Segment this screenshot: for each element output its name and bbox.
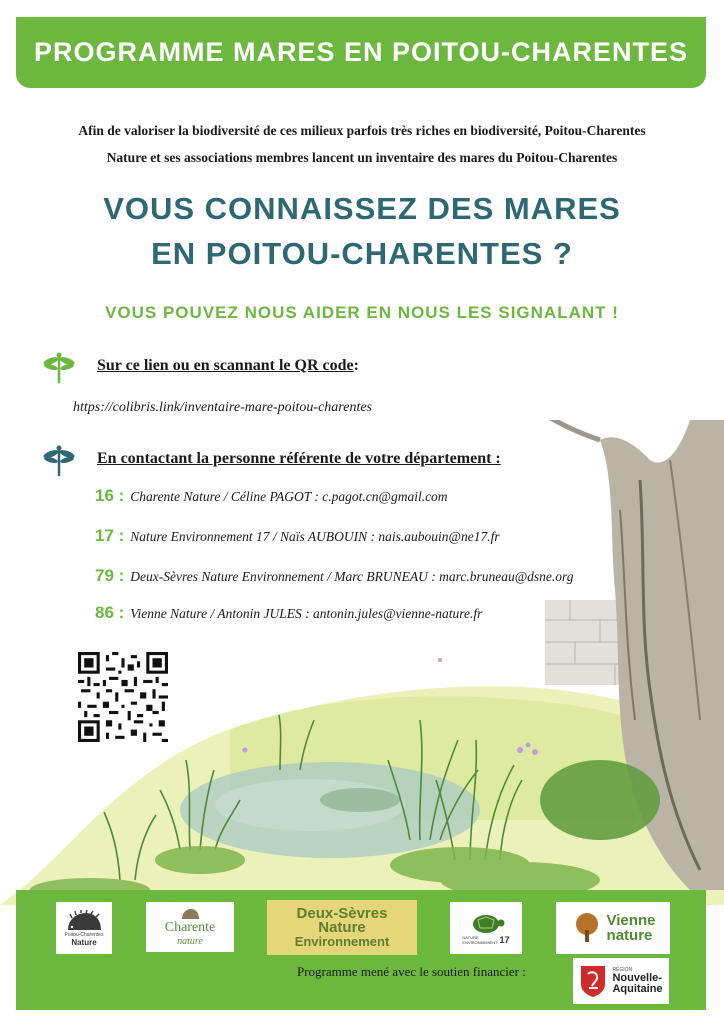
- section-link-title-text: Sur ce lien ou en scannant le QR code: [97, 357, 354, 374]
- dept-number: 17 :: [95, 526, 125, 545]
- ne17-number: 17: [499, 935, 510, 945]
- inventory-link[interactable]: https://colibris.link/inventaire-mare-poitou-charentes: [73, 400, 372, 415]
- charente-line1: Charente: [164, 919, 216, 935]
- contact-row: [95, 526, 500, 546]
- dept-number: 79 :: [95, 566, 125, 585]
- contact-details: Deux-Sèvres Nature Environnement / Marc BRUNEAU : marc.bruneau@dsne.org: [130, 569, 574, 584]
- dept-number: 16 :: [95, 486, 125, 505]
- headline: [30, 186, 694, 276]
- charente-line2: nature: [177, 935, 203, 947]
- hedgehog-small-icon: [180, 908, 200, 920]
- dsne-line2: Nature: [318, 918, 366, 936]
- lion-crest-icon: [579, 964, 607, 998]
- vienne-line1: Vienne: [606, 912, 656, 929]
- section-link-title: [97, 357, 359, 375]
- contact-row: [95, 486, 448, 506]
- ne17-caption: [462, 935, 509, 945]
- intro-line-1: Afin de valoriser la biodiversité de ces milieux parfois très riches en biodiversité, Poitou-Charentes: [78, 123, 646, 138]
- footer-partners: [16, 890, 706, 1010]
- region-line1: Nouvelle-: [612, 972, 662, 984]
- dsne-line3: Environnement: [294, 933, 390, 949]
- intro-line-2: Nature et ses associations membres lancent un inventaire des mares du Poitou-Charentes: [106, 150, 618, 165]
- section-contact-title: En contactant la personne référente de votre département :: [97, 450, 501, 467]
- pcn-line2: Nature: [71, 937, 97, 947]
- logo-charente-nature: [146, 902, 234, 952]
- ne17-line1: NATURE: [462, 935, 479, 940]
- tree-icon: [571, 912, 603, 944]
- title-banner: [16, 17, 706, 88]
- logo-deux-sevres-nature-environnement: [267, 900, 417, 955]
- dragonfly-icon-green: [42, 350, 76, 384]
- logo-poitou-charentes-nature: [56, 902, 112, 954]
- logo-nature-environnement-17: [450, 902, 522, 954]
- ne17-line2: ENVIRONNEMENT: [462, 940, 498, 945]
- pcn-line1: Poitou-Charentes: [64, 931, 104, 938]
- headline-line-1: VOUS CONNAISSEZ DES MARES: [103, 191, 621, 226]
- dept-number: 86 :: [95, 603, 125, 622]
- vienne-text: [607, 913, 656, 943]
- contact-details: Vienne Nature / Antonin JULES : antonin.jules@vienne-nature.fr: [130, 606, 483, 621]
- subheadline: VOUS POUVEZ NOUS AIDER EN NOUS LES SIGNALANT !: [105, 303, 619, 322]
- headline-line-2: EN POITOU-CHARENTES ?: [151, 236, 573, 271]
- region-text: [612, 967, 662, 995]
- region-line2: Aquitaine: [612, 983, 663, 995]
- contact-row: [95, 603, 482, 623]
- dsne-line1: Deux-Sèvres: [296, 904, 388, 922]
- region-small: RÉGION: [612, 967, 633, 973]
- section-link-colon: :: [353, 357, 359, 374]
- sponsor-label: Programme mené avec le soutien financier :: [297, 964, 526, 979]
- hedgehog-icon: [64, 910, 104, 932]
- contact-details: Charente Nature / Céline PAGOT : c.pagot.cn@gmail.com: [130, 489, 448, 504]
- vienne-line2: nature: [606, 927, 653, 944]
- logo-vienne-nature: [556, 902, 670, 954]
- turtle-icon: [466, 911, 506, 935]
- intro-paragraph: [30, 117, 694, 171]
- contact-details: Nature Environnement 17 / Naïs AUBOUIN : nais.aubouin@ne17.fr: [130, 529, 500, 544]
- contact-row: [95, 566, 574, 586]
- logo-region-nouvelle-aquitaine: [573, 958, 669, 1004]
- qr-code[interactable]: [78, 652, 168, 742]
- banner-title: PROGRAMME MARES EN POITOU-CHARENTES: [33, 37, 689, 67]
- ne17-text: [462, 935, 497, 945]
